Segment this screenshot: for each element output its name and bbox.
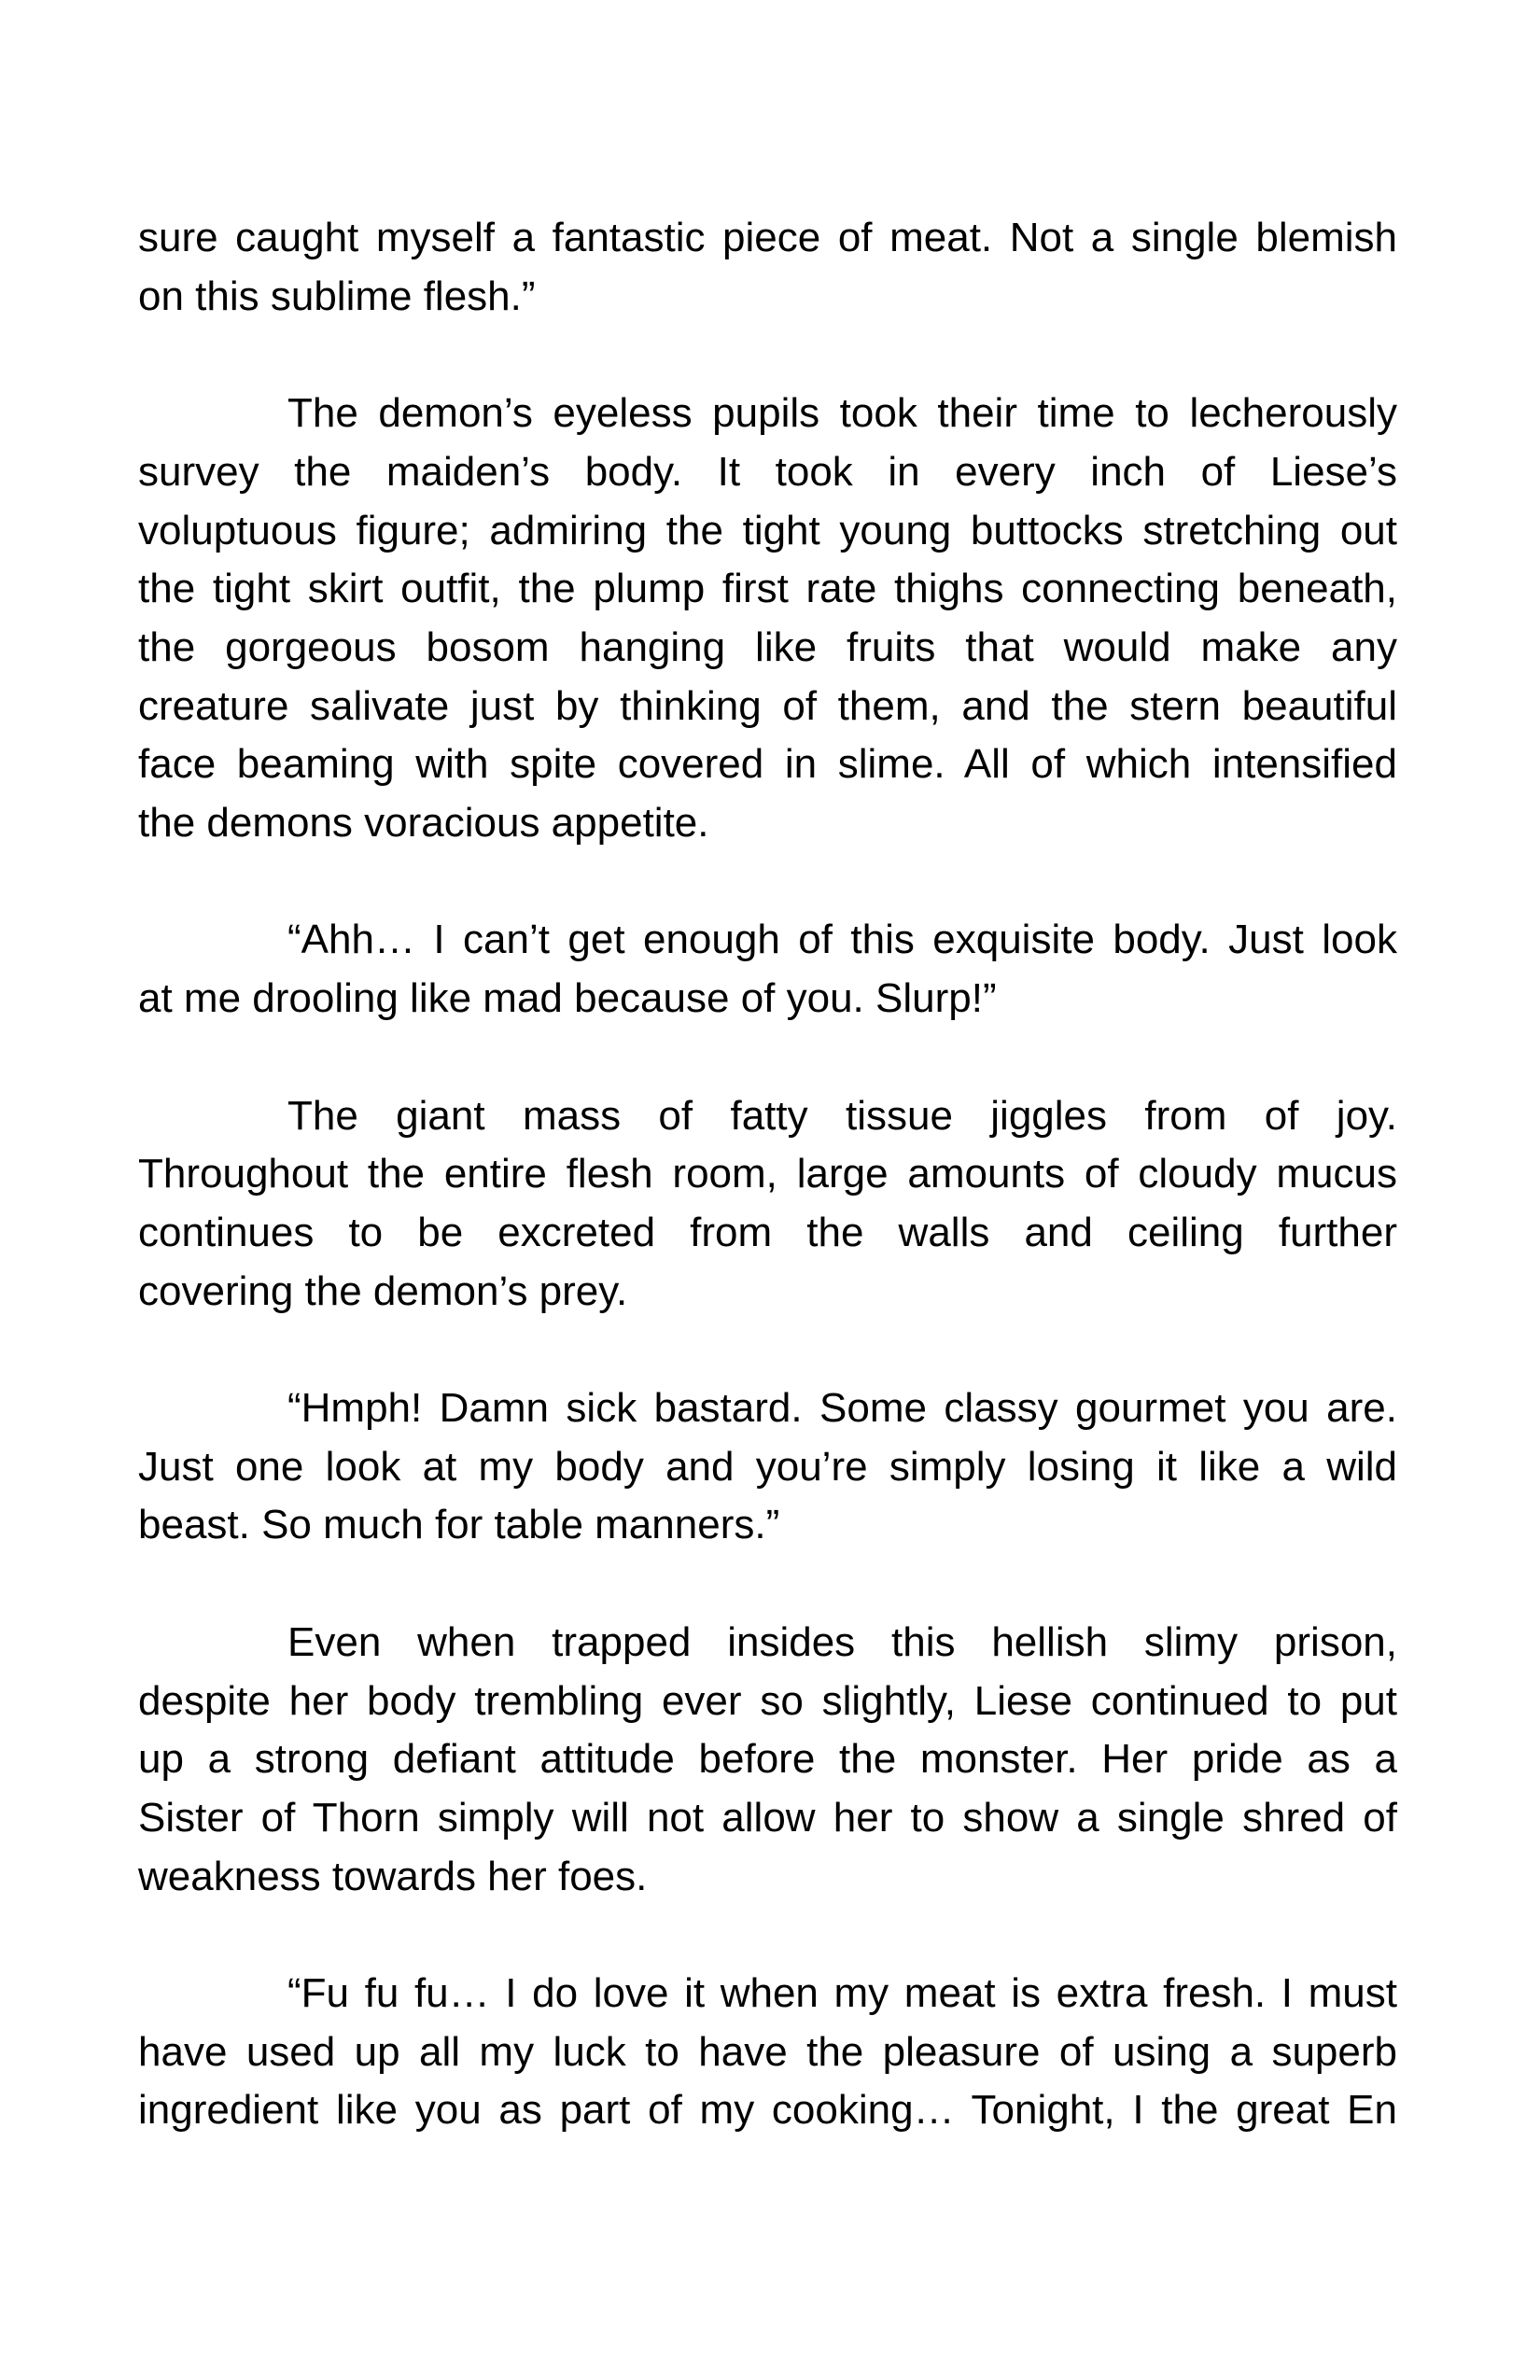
text-line: the gorgeous bosom hanging like fruits that would make any bbox=[138, 623, 1397, 670]
paragraph bbox=[138, 1965, 1397, 2140]
text-line: covering the demon’s prey. bbox=[138, 1267, 628, 1314]
paragraph bbox=[138, 209, 1397, 326]
text-line: have used up all my luck to have the pleasure of using a superb bbox=[138, 2028, 1397, 2075]
text-line: at me drooling like mad because of you. Slurp!” bbox=[138, 975, 997, 1022]
text-line: creature salivate just by thinking of them, and the stern beautiful bbox=[138, 682, 1397, 729]
paragraph bbox=[138, 1087, 1397, 1322]
text-line: Throughout the entire flesh room, large amounts of cloudy mucus bbox=[138, 1151, 1397, 1197]
text-line: “Fu fu fu… I do love it when my meat is extra fresh. I must bbox=[287, 1970, 1397, 2016]
text-line: the demons voracious appetite. bbox=[138, 800, 709, 847]
text-line: beast. So much for table manners.” bbox=[138, 1502, 780, 1548]
text-line: “Hmph! Damn sick bastard. Some classy gourmet you are. bbox=[287, 1385, 1397, 1431]
paragraph bbox=[138, 385, 1397, 853]
text-line: despite her body trembling ever so slightly, Liese continued to put bbox=[138, 1677, 1397, 1724]
paragraph bbox=[138, 1379, 1397, 1555]
text-line: ingredient like you as part of my cooking… Tonight, I the great En bbox=[138, 2087, 1397, 2134]
text-line: The demon’s eyeless pupils took their time to lecherously bbox=[287, 390, 1397, 437]
text-line: Just one look at my body and you’re simply losing it like a wild bbox=[138, 1443, 1397, 1490]
text-line: on this sublime flesh.” bbox=[138, 273, 536, 319]
text-line: Sister of Thorn simply will not allow her to show a single shred of bbox=[138, 1794, 1397, 1841]
text-line: weakness towards her foes. bbox=[138, 1853, 648, 1899]
text-line: continues to be excreted from the walls and ceiling further bbox=[138, 1209, 1397, 1255]
text-line: The giant mass of fatty tissue jiggles from of joy. bbox=[287, 1092, 1397, 1139]
paragraph bbox=[138, 1614, 1397, 1907]
page-text-block bbox=[138, 209, 1397, 2199]
text-line: survey the maiden’s body. It took in every inch of Liese’s bbox=[138, 448, 1397, 495]
text-line: face beaming with spite covered in slime. All of which intensified bbox=[138, 741, 1397, 788]
text-line: voluptuous figure; admiring the tight young buttocks stretching out bbox=[138, 507, 1397, 553]
text-line: the tight skirt outfit, the plump first rate thighs connecting beneath, bbox=[138, 566, 1397, 612]
paragraph bbox=[138, 911, 1397, 1028]
text-line: Even when trapped insides this hellish slimy prison, bbox=[287, 1618, 1397, 1665]
text-line: “Ahh… I can’t get enough of this exquisite body. Just look bbox=[287, 917, 1397, 963]
text-line: sure caught myself a fantastic piece of meat. Not a single blemish bbox=[138, 215, 1397, 260]
text-line: up a strong defiant attitude before the monster. Her pride as a bbox=[138, 1736, 1397, 1783]
